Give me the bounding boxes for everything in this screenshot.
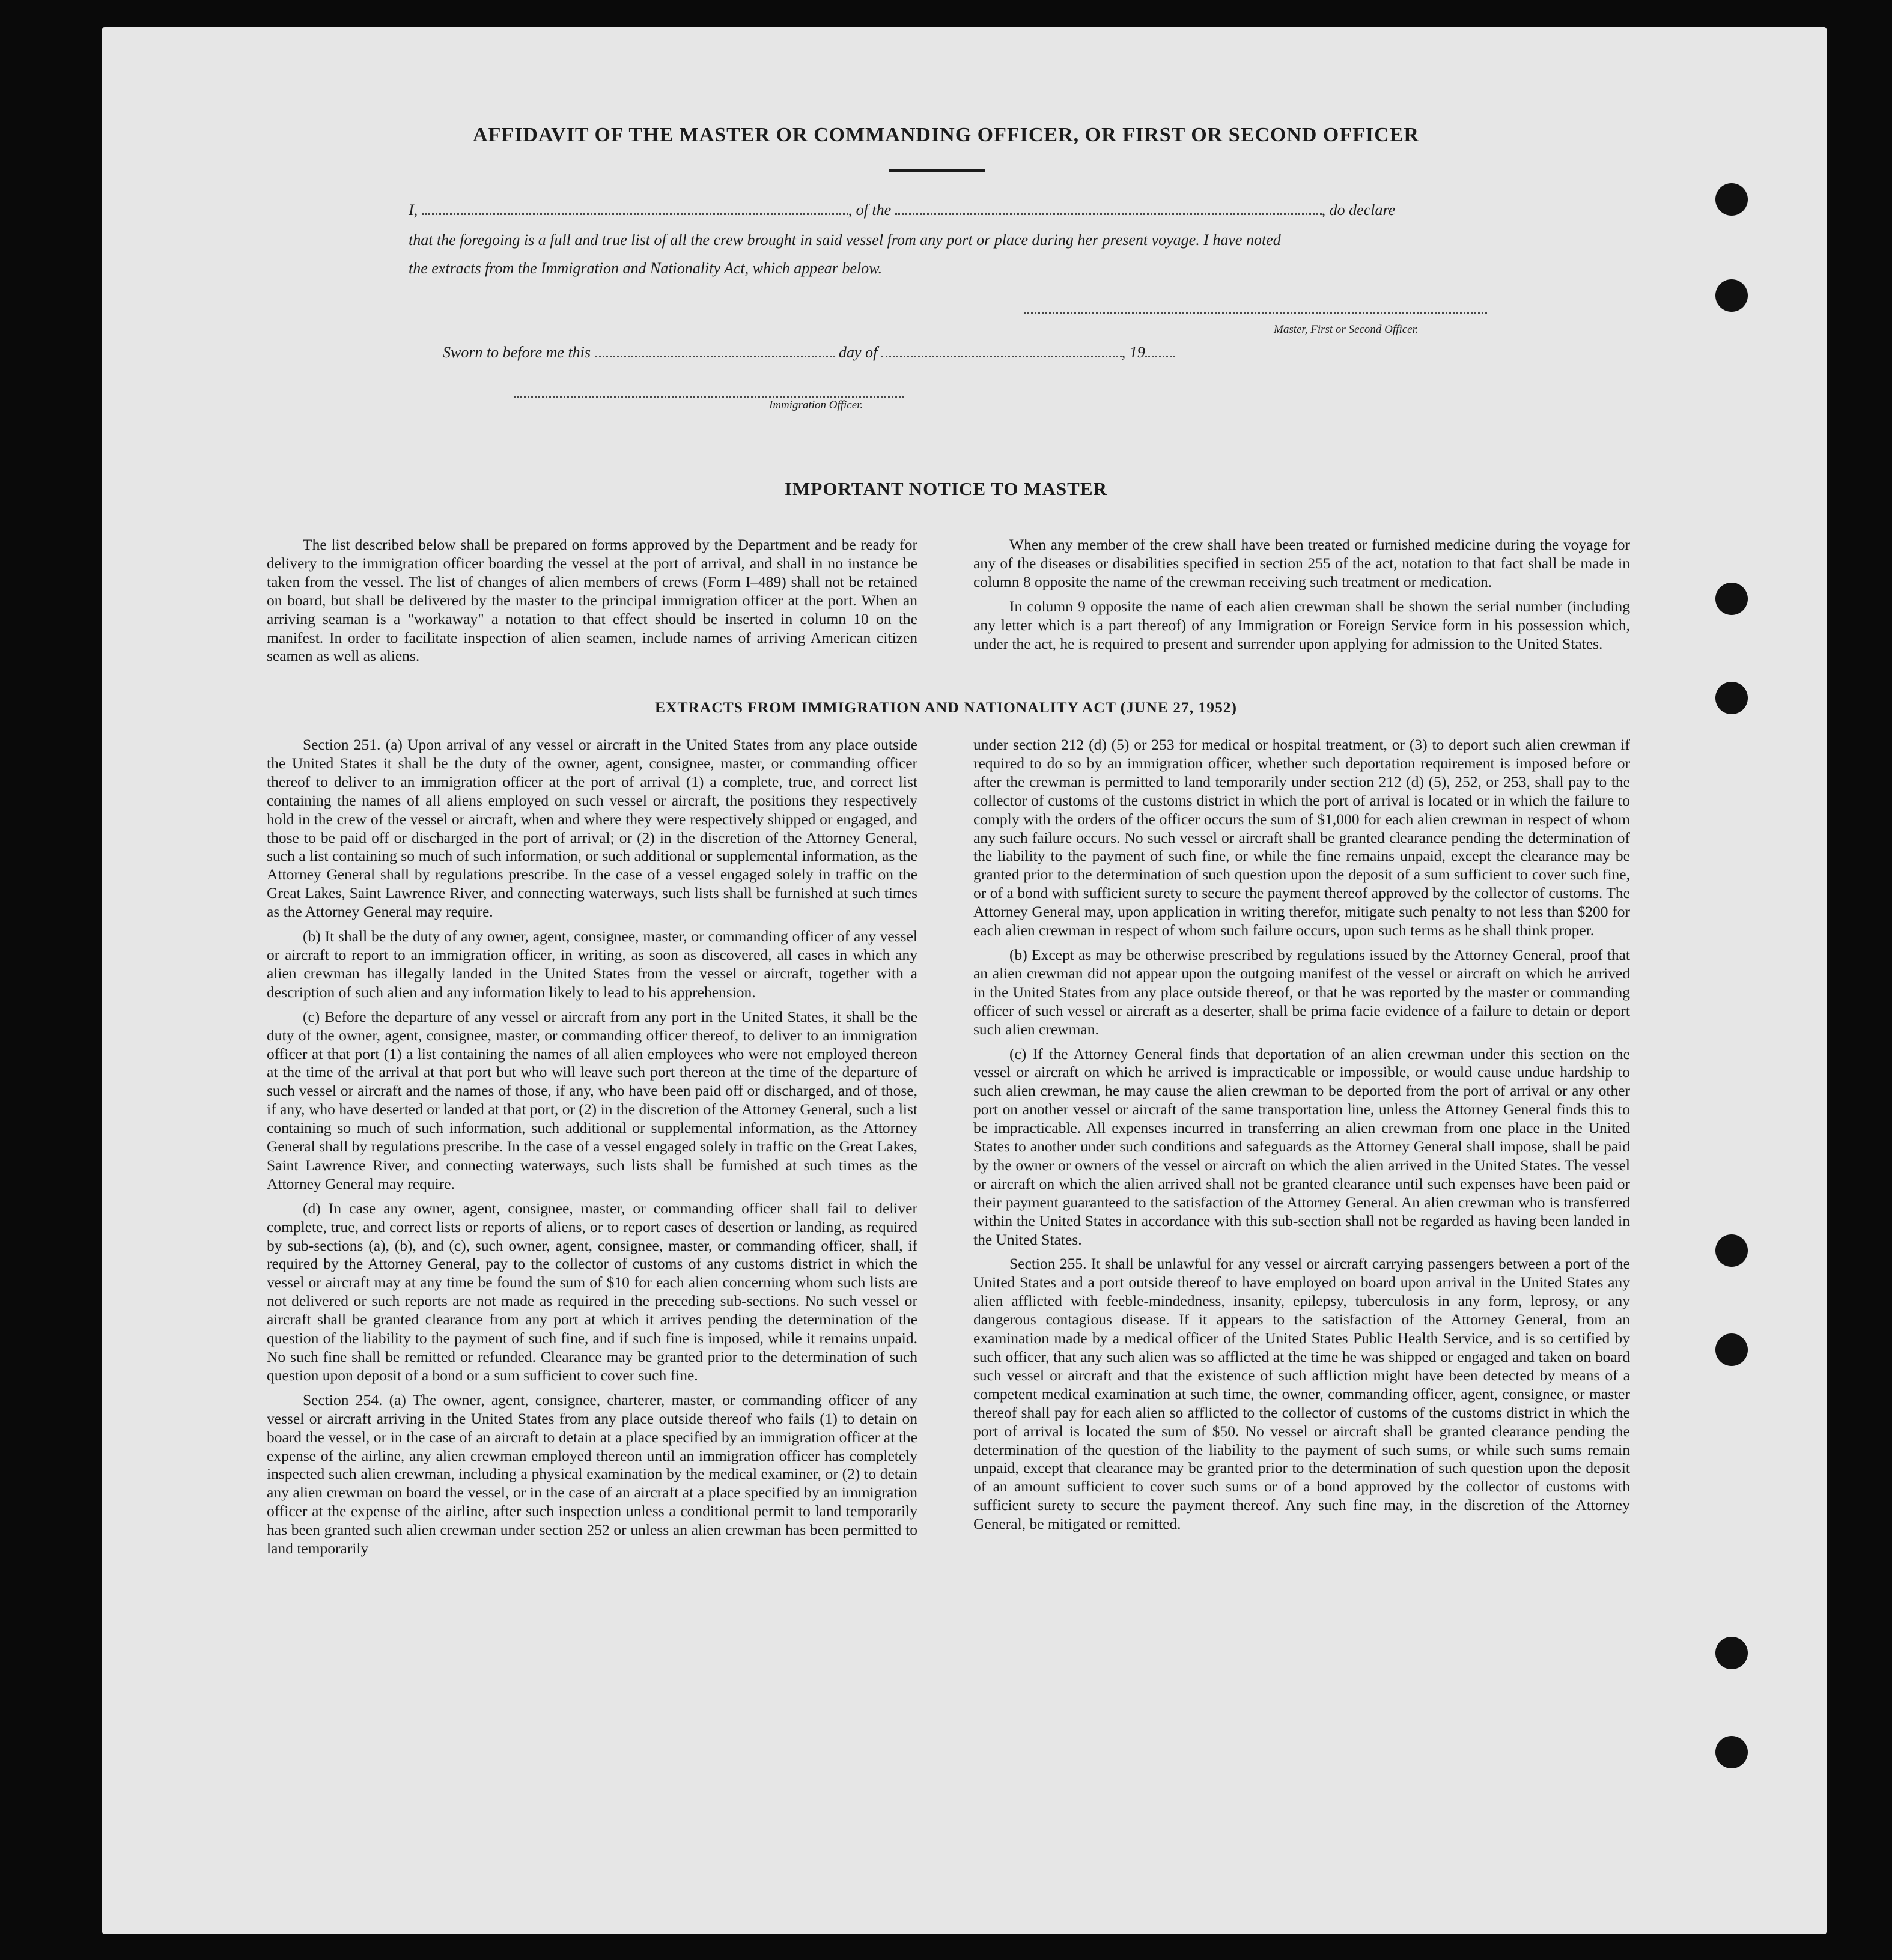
statute-paragraph: (b) It shall be the duty of any owner, agent, consignee, master, or commanding officer of any vessel or aircraft to report to an immigration officer, in writing, as soon as discovered, all cases in which any alien crewman has illegally landed in the United States from the vessel or aircraft, together with a description of such alien and any information likely to lead to his apprehension. — [267, 927, 917, 1001]
affidavit-title: AFFIDAVIT OF THE MASTER OR COMMANDING OFFICER, OR FIRST OR SECOND OFFICER — [473, 124, 1419, 146]
sworn-line — [443, 344, 1175, 362]
master-signature-field[interactable] — [1024, 312, 1487, 314]
binder-hole — [1715, 583, 1748, 615]
extracts-right-column — [973, 736, 1630, 1540]
statute-paragraph: (d) In case any owner, agent, consignee, master, or commanding officer shall fail to deliver complete, true, and correct lists or reports of aliens, or to report cases of desertion or landing, as required by sub-sections (a), (b), and (c), such owner, agent, consignee, master, or commanding officer, shall, if required by the Attorney General, pay to the collector of customs of any customs district in which the vessel or aircraft may at any time be found the sum of $10 for each alien concerning whom such lists are not delivered or such reports are not made as required in the preceding sub-sections. No such vessel or aircraft shall be granted clearance from any port at which it arrives pending the determination of the question of the liability to the payment of such fine, and if such fine is imposed, while it remains unpaid. No such fine shall be remitted or refunded. Clearance may be granted prior to the determination of such question upon deposit of a bond or a sum sufficient to cover such fine. — [267, 1199, 917, 1384]
declaration-line-3: the extracts from the Immigration and Nationality Act, which appear below. — [409, 259, 883, 277]
sworn-year-label: , 19 — [1121, 344, 1145, 361]
notice-paragraph: In column 9 opposite the name of each alien crewman shall be shown the serial number (including any letter which is a part thereof) of any Immigration or Foreign Service form in his possession which, under the act, he is required to present and surrender upon applying for admission to the United States. — [973, 597, 1630, 652]
declaration-i: I, — [409, 201, 418, 219]
officer-signature-field[interactable] — [514, 396, 904, 398]
notice-paragraph: The list described below shall be prepared on forms approved by the Department and be ready for delivery to the immigration officer boarding the vessel at the port of arrival, and shall in no instance be taken from the vessel. The list of changes of alien members of crews (Form I–489) shall not be retained on board, but shall be delivered by the master to the principal immigration officer at the port. When an arriving seaman is a "workaway" a notation to that effect should be inserted in column 10 on the manifest. In order to facilitate inspection of alien seamen, include names of arriving American citizen seamen as well as aliens. — [267, 536, 917, 665]
sworn-prefix: Sworn to before me this — [443, 344, 591, 361]
extracts-left-column — [267, 736, 917, 1564]
binder-hole — [1715, 1637, 1748, 1669]
declaration-of-the: , of the — [848, 201, 892, 219]
binder-hole — [1715, 183, 1748, 216]
title-divider — [889, 169, 985, 172]
statute-paragraph: (c) If the Attorney General finds that deportation of an alien crewman under this section on the vessel or aircraft on which he arrived is impracticable or impossible, or would cause undue hardship to such alien crewman, he may cause the alien crewman to be deported from the port of arrival or any other port on another vessel or aircraft of the same transportation line, unless the Attorney General finds this to be impracticable. All expenses incurred in transferring an alien crewman from one place in the United States to another under such conditions and safeguards as the Attorney General shall impose, shall be paid by the owner or owners of the vessel or aircraft on which the alien arrived in the United States. The vessel or aircraft on which the alien arrived shall not be granted clearance until such expenses have been paid or their payment guaranteed to the satisfaction of the Attorney General. An alien crewman who is transferred within the United States in accordance with this sub-section shall not be regarded as having been landed in the United States. — [973, 1045, 1630, 1248]
notice-title: IMPORTANT NOTICE TO MASTER — [785, 478, 1107, 499]
notice-left-column — [267, 536, 917, 672]
master-caption: Master, First or Second Officer. — [1274, 323, 1419, 336]
statute-paragraph: (b) Except as may be otherwise prescribed by regulations issued by the Attorney General, proof that an alien crewman did not appear upon the outgoing manifest of the vessel or aircraft on which he arrived in the United States from any place outside thereof, or that he was reported by the master or commanding officer of such vessel or aircraft as a deserter, shall be prima facie evidence of a failure to detain or deport such alien crewman. — [973, 945, 1630, 1038]
binder-hole — [1715, 1333, 1748, 1366]
notice-right-column — [973, 536, 1630, 659]
binder-hole — [1715, 279, 1748, 312]
notice-paragraph: When any member of the crew shall have been treated or furnished medicine during the voyage for any of the diseases or disabilities specified in section 255 of the act, notation to that fact shall be made in column 8 opposite the name of the crewman receiving such treatment or medication. — [973, 536, 1630, 590]
sworn-year-field[interactable] — [1145, 356, 1175, 357]
name-field[interactable] — [422, 213, 848, 215]
sworn-day-label: day of — [839, 344, 878, 361]
extracts-title: EXTRACTS FROM IMMIGRATION AND NATIONALITY ACT (JUNE 27, 1952) — [655, 699, 1237, 716]
binder-hole — [1715, 1736, 1748, 1768]
statute-paragraph: Section 254. (a) The owner, agent, consignee, charterer, master, or commanding officer of any vessel or aircraft arriving in the United States from any place outside thereof who fails (1) to detain on board the vessel, or in the case of an aircraft to detain at a place specified by an immigration officer at the expense of the airline, any alien crewman employed thereon until an immigration officer has completely inspected such alien crewman, including a physical examination by the medical examiner, or (2) to detain any alien crewman on board the vessel, or in the case of an aircraft at a place specified by an immigration officer at the expense of the airline, after such inspection unless a conditional permit to land temporarily has been granted such alien crewman under section 252 or unless an alien crewman has been permitted to land temporarily — [267, 1391, 917, 1558]
binder-hole — [1715, 1234, 1748, 1267]
statute-paragraph: Section 251. (a) Upon arrival of any vessel or aircraft in the United States from any place outside the United States it shall be the duty of the owner, agent, consignee, master, or commanding officer thereof to deliver to an immigration officer at the port of arrival (1) a complete, true, and correct list containing the names of all aliens employed on such vessel or aircraft, the positions they respectively hold in the crew of the vessel or aircraft, when and where they were respectively shipped or engaged, and those to be paid off or discharged in the port of arrival; or (2) in the discretion of the Attorney General, such a list containing so much of such information, or such additional or supplemental information, as the Attorney General shall by regulations prescribe. In the case of a vessel engaged solely in traffic on the Great Lakes, Saint Lawrence River, and connecting waterways, such lists shall be furnished at such times as the Attorney General may require. — [267, 736, 917, 921]
officer-caption: Immigration Officer. — [769, 399, 863, 411]
statute-paragraph: under section 212 (d) (5) or 253 for medical or hospital treatment, or (3) to deport such alien crewman if required to do so by an immigration officer, whether such deportation requirement is imposed before or after the crewman is permitted to land temporarily under section 212 (d) (5), 252, or 253, shall pay to the collector of customs of the customs district in which the port of arrival is located or in which the failure to comply with the orders of the officer occurs the sum of $1,000 for each alien crewman in respect of whom any such failure occurs. No such vessel or aircraft shall be granted clearance pending the determination of the liability to the payment of such fine, or while the fine remains unpaid, except the clearance may be granted prior to the determination of such question upon the deposit of a sum sufficient to cover such fine, or of a bond with sufficient surety to secure the payment thereof approved by the collector of customs. The Attorney General may, upon application in writing therefor, mitigate such penalty to not less than $200 for each alien crewman in respect of whom such failure occurs, upon such terms as he shall think proper. — [973, 736, 1630, 939]
sworn-month-field[interactable] — [881, 356, 1122, 357]
statute-paragraph: Section 255. It shall be unlawful for any vessel or aircraft carrying passengers between a port of the United States and a port outside thereof to have employed on board upon arrival in the United States any alien afflicted with feeble-mindedness, insanity, epilepsy, tuberculosis in any form, leprosy, or any dangerous contagious disease. If it appears to the satisfaction of the Attorney General, from an examination made by a medical officer of the United States Public Health Service, and is so certified by such officer, that any such alien was so afflicted at the time he was shipped or engaged and taken on board such vessel or aircraft and that the existence of such affliction might have been detected by means of a competent medical examination at such time, the owner, commanding officer, agent, consignee, or master thereof shall pay for each alien so afflicted to the collector of customs of the customs district in which the port of arrival is located the sum of $50. No vessel or aircraft shall be granted clearance pending the determination of the question of the liability to the payment of such sums, or while such sums remain unpaid, except that clearance may be granted prior to the determination of such question upon the deposit of an amount sufficient to cover such sums or of a bond approved by the collector of customs with sufficient surety to secure the payment thereof. Any such fine may, in the discretion of the Attorney General, be mitigated or remitted. — [973, 1255, 1630, 1533]
vessel-field[interactable] — [895, 213, 1322, 215]
sworn-day-field[interactable] — [595, 356, 835, 357]
declaration-declare: , do declare — [1321, 201, 1396, 219]
declaration-line-2: that the foregoing is a full and true list of all the crew brought in said vessel from any port or place during her present voyage. I have noted — [409, 231, 1281, 249]
declaration-line — [409, 201, 1490, 219]
statute-paragraph: (c) Before the departure of any vessel or aircraft from any port in the United States, it shall be the duty of the owner, agent, consignee, master, or commanding officer thereof, to deliver to an immigration officer at that port (1) a list containing the names of all alien employees who were not employed thereon at the time of the arrival at that port but who will leave such port thereon at the time of the departure of such vessel or aircraft and the names of those, if any, who have been paid off or discharged, and of those, if any, who have deserted or landed at that port, or (2) in the discretion of the Attorney General, such a list containing so much of such information, such additional or supplemental information, as the Attorney General shall by regulations prescribe. In the case of a vessel engaged solely in traffic on the Great Lakes, Saint Lawrence River, and connecting waterways, such lists shall be furnished at such times as the Attorney General may require. — [267, 1007, 917, 1192]
